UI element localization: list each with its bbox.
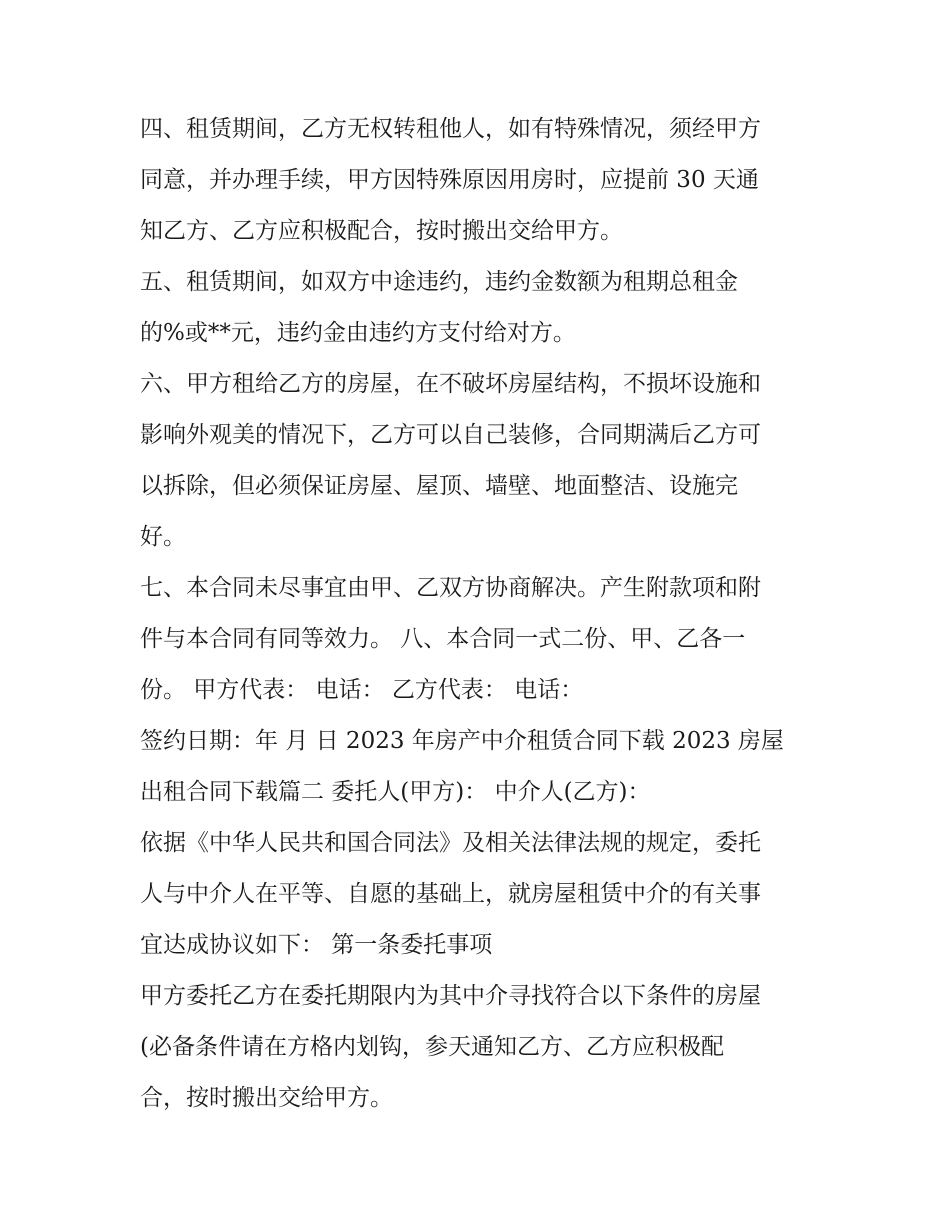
text-line-sign-date: 签约日期：年 月 日 2023 年房产中介租赁合同下载 2023 房屋: [140, 728, 784, 754]
text-line-signatures: 份。 甲方代表： 电话： 乙方代表： 电话：: [140, 677, 584, 703]
document-body: [140, 104, 820, 1124]
text-line-clause-4-b: 同意，并办理手续，甲方因特殊原因用房时，应提前 30 天通: [140, 167, 759, 193]
text-line-clause-6-c: 以拆除，但必须保证房屋、屋顶、墙壁、地面整洁、设施完: [140, 473, 738, 499]
text-line-clause-7-b: 件与本合同有同等效力。 八、本合同一式二份、甲、乙各一: [140, 626, 746, 652]
text-line-clause-7-a: 七、本合同未尽事宜由甲、乙双方协商解决。产生附款项和附: [140, 575, 761, 601]
text-line-part-two-heading: 出租合同下载篇二 委托人(甲方)： 中介人(乙方)：: [140, 779, 651, 805]
text-line-clause-6-a: 六、甲方租给乙方的房屋，在不破坏房屋结构，不损坏设施和: [140, 371, 761, 397]
text-line-clause-6-d: 好。: [140, 524, 186, 550]
text-line-article-1-b: (必备条件请在方格内划钩，参天通知乙方、乙方应积极配: [140, 1034, 724, 1060]
text-line-article-1-heading: 宜达成协议如下： 第一条委托事项: [140, 932, 493, 958]
text-line-article-1-a: 甲方委托乙方在委托期限内为其中介寻找符合以下条件的房屋: [140, 983, 761, 1009]
text-line-clause-5-a: 五、租赁期间，如双方中途违约，违约金数额为租期总租金: [140, 269, 738, 295]
text-line-article-1-c: 合，按时搬出交给甲方。: [140, 1085, 393, 1111]
text-line-clause-6-b: 影响外观美的情况下，乙方可以自己装修，合同期满后乙方可: [140, 422, 761, 448]
text-line-clause-4-c: 知乙方、乙方应积极配合，按时搬出交给甲方。: [140, 218, 623, 244]
text-line-preamble-a: 依据《中华人民共和国合同法》及相关法律法规的规定，委托: [140, 830, 761, 856]
text-line-preamble-b: 人与中介人在平等、自愿的基础上，就房屋租赁中介的有关事: [140, 881, 761, 907]
text-line-clause-4-a: 四、租赁期间，乙方无权转租他人，如有特殊情况，须经甲方: [140, 116, 761, 142]
text-line-clause-5-b: 的%或**元，违约金由违约方支付给对方。: [140, 320, 576, 346]
